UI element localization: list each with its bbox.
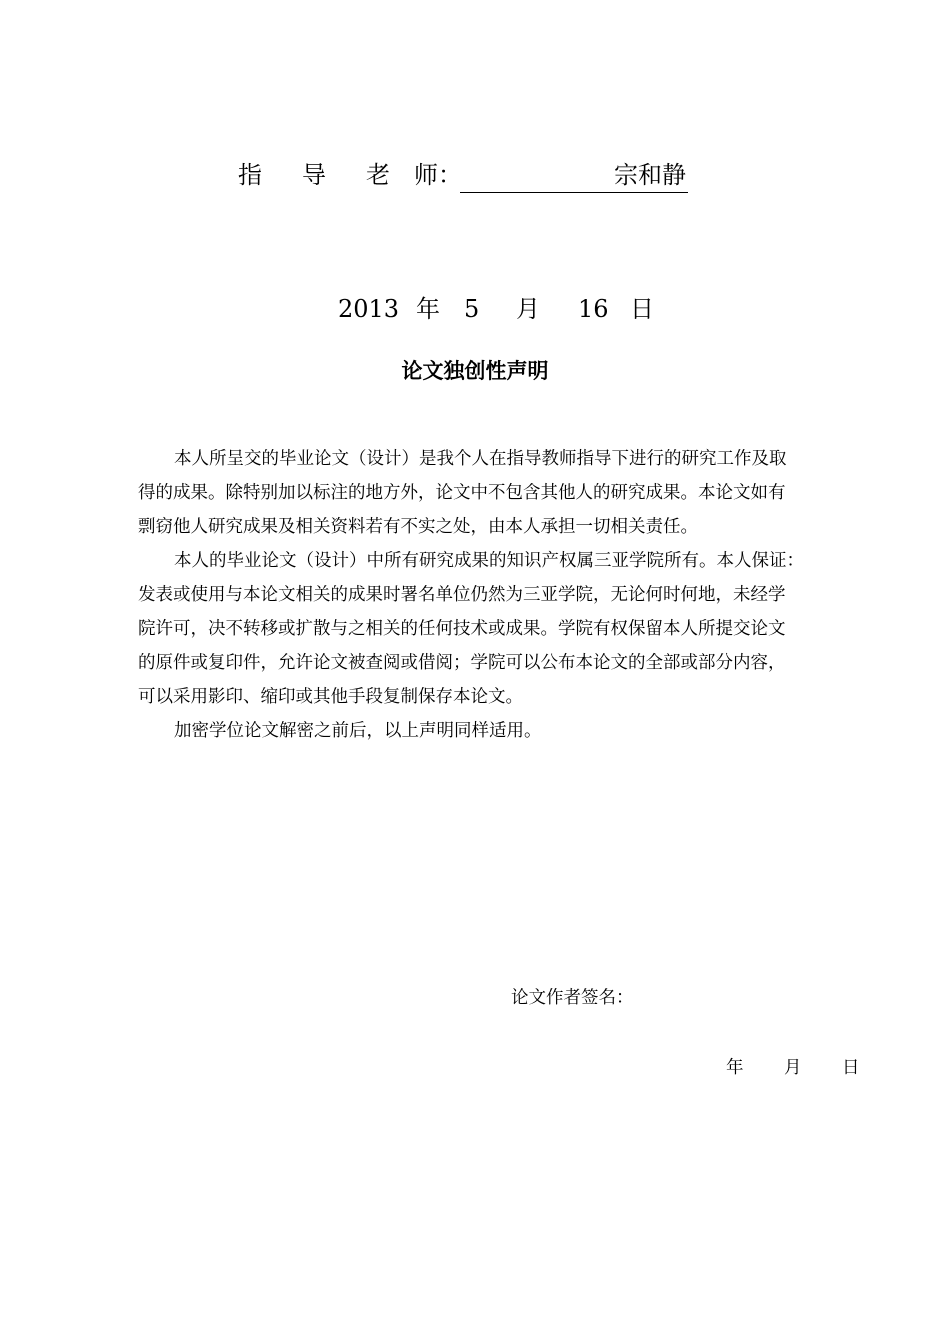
declaration-line: 加密学位论文解密之前后，以上声明同样适用。 <box>174 721 542 741</box>
advisor-line <box>238 158 688 193</box>
advisor-label-char: 指 <box>238 161 262 189</box>
advisor-label-char: 师： <box>414 161 462 189</box>
declaration-title: 论文独创性声明 <box>401 359 549 383</box>
declaration-line: 发表或使用与本论文相关的成果时署名单位仍然为三亚学院，无论何时何地，未经学 <box>138 585 786 605</box>
declaration-line: 本人所呈交的毕业论文（设计）是我个人在指导教师指导下进行的研究工作及取 <box>174 449 787 469</box>
signature-day-char: 日 <box>842 1058 860 1078</box>
submission-date <box>338 292 654 326</box>
date-month: 5 <box>464 295 480 323</box>
advisor-name-field <box>460 158 688 193</box>
date-month-char: 月 <box>516 295 540 323</box>
declaration-line: 得的成果。除特别加以标注的地方外，论文中不包含其他人的研究成果。本论文如有 <box>138 483 786 503</box>
author-signature-label: 论文作者签名： <box>511 988 634 1008</box>
advisor-label-char: 老 <box>366 161 390 189</box>
advisor-label <box>238 158 460 192</box>
advisor-label-char: 导 <box>302 161 326 189</box>
date-year-char: 年 <box>416 295 440 323</box>
date-year: 2013 <box>338 295 400 323</box>
declaration-body <box>138 442 862 748</box>
declaration-line: 的原件或复印件，允许论文被查阅或借阅；学院可以公布本论文的全部或部分内容， <box>138 653 786 673</box>
signature-year-char: 年 <box>726 1058 744 1078</box>
advisor-name: 宗和静 <box>614 161 686 189</box>
signature-month-char: 月 <box>784 1058 802 1078</box>
declaration-line: 剽窃他人研究成果及相关资料若有不实之处，由本人承担一切相关责任。 <box>138 517 698 537</box>
declaration-line: 院许可，决不转移或扩散与之相关的任何技术或成果。学院有权保留本人所提交论文 <box>138 619 786 639</box>
signature-date <box>726 1054 860 1082</box>
declaration-line: 本人的毕业论文（设计）中所有研究成果的知识产权属三亚学院所有。本人保证： <box>174 551 804 571</box>
declaration-line: 可以采用影印、缩印或其他手段复制保存本论文。 <box>138 687 523 707</box>
date-day-char: 日 <box>630 295 654 323</box>
date-day: 16 <box>578 295 609 323</box>
